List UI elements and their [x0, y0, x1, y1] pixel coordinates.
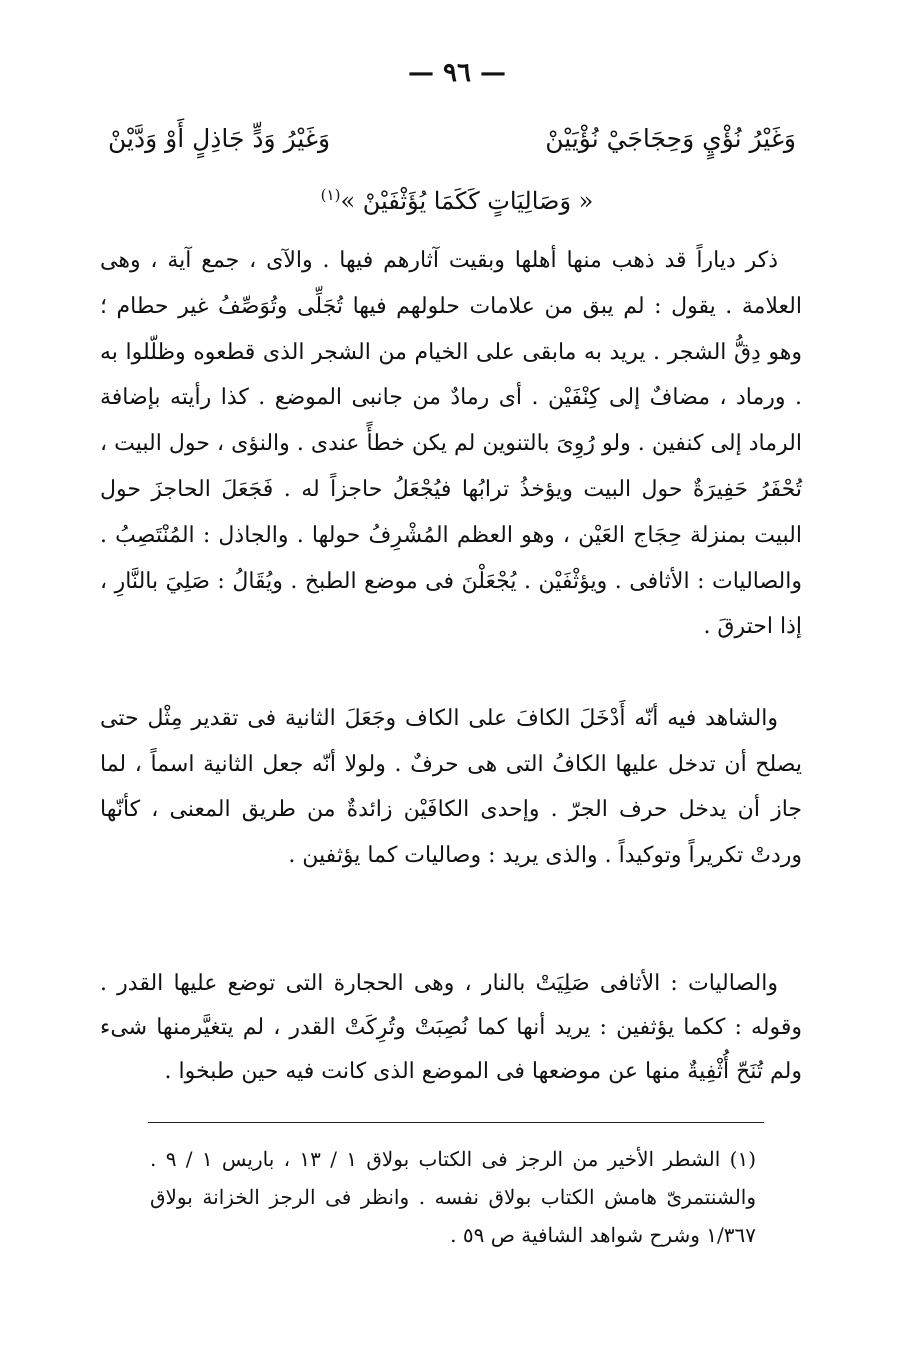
- footnote: [150, 1140, 756, 1254]
- commentary-paragraph-3: [100, 962, 802, 1094]
- commentary-paragraph-2-text: والشاهد فيه أنّه أَدْخَلَ الكافَ على الكاف وجَعَلَ الثانية فى تقدير مِثْل حتى يصلح أن تدخل عليها الكافُ التى هى حرفٌ . ولولا أنّه جعل الثانية اسماً ، لما جاز أن يدخل حرف الجرّ . وإحدى الكافَيْن زائدةٌ من طريق المعنى ، كأنّها وردتْ تكريراً وتوكيداً . والذى يريد : وصاليات كما يؤثفين .: [100, 706, 802, 868]
- footnote-text: (١) الشطر الأخير من الرجز فى الكتاب بولاق ١ / ١٣ ، باريس ١ / ٩ . والشنتمرىّ هامش الكتاب بولاق نفسه . وانظر فى الرجز الخزانة بولاق ١/٣٦٧ وشرح شواهد الشافية ص ٥٩ .: [150, 1147, 757, 1247]
- commentary-paragraph-2: [100, 696, 802, 878]
- verse-line-1: [108, 122, 796, 156]
- commentary-paragraph-3-text: والصاليات : الأثافى صَلِيَتْ بالنار ، وهى الحجارة التى توضع عليها القدر . وقوله : ككما يؤثفين : يريد أنها كما نُصِبَتْ وتُرِكَتْ القدر ، لم يتغيَّرمنها شىء ولم تُنَحّ أُثْفِيةٌ منها عن موضعها فى الموضع الذى كانت فيه حين طبخوا .: [100, 971, 802, 1084]
- verse-hemistich-first: وَغَيْرُ نُؤْيٍ وَحِجَاجَيْ نُؤْيَيْنْ: [545, 124, 796, 153]
- footnote-reference-mark: (١): [320, 186, 341, 204]
- commentary-paragraph-1: [100, 238, 802, 650]
- page-number: — ٩٦ —: [407, 58, 507, 88]
- verse-hemistich-second: وَغَيْرُ وَدٍّ جَاذِلٍ أَوْ وَدَّيْنْ: [108, 124, 331, 153]
- verse-line-2: [0, 178, 914, 218]
- footnote-divider: [148, 1122, 764, 1123]
- verse-line-2-text: « وَصَالِيَاتٍ كَكَمَا يُؤَثْفَيْنْ »: [340, 187, 594, 215]
- commentary-paragraph-1-text: ذكر دياراً قد ذهب منها أهلها وبقيت آثارهم فيها . والآى ، جمع آية ، وهى العلامة . يقول : لم يبق من علامات حلولهم فيها تُجَلِّى وتُوَصِّفُ غير حطام ؛ وهو دِقُّ الشجر . يريد به مابقى على الخيام من الشجر الذى قطعوه وظلّلوا به . ورماد ، مضافٌ إلى كِنْفَيْن . أى رمادٌ من جانبى الموضع . كذا رأيته بإضافة الرماد إلى كنفين . ولو رُوِىَ بالتنوين لم يكن خطأً عندى . والنؤى ، حول البيت ، تُحْفَرُ حَفِيرَةٌ حول البيت ويؤخذُ ترابُها فيُجْعَلُ حاجزاً له . فَجَعَلَ الحاجزَ حول البيت بمنزلة حِجَاج العَيْن ، وهو العظم المُشْرِفُ حولها . والجاذل : المُنْتَصِبُ . والصاليات : الأثافى . ويؤثْفَيْن . يُجْعَلْنَ فى موضع الطبخ . ويُقَالُ : صَلِيَ بالنَّارِ ، إذا احترقَ .: [100, 248, 802, 640]
